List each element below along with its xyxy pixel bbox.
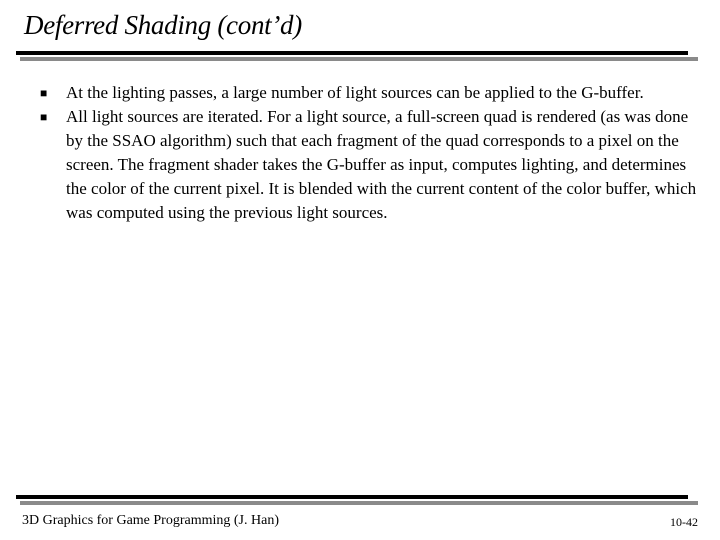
title-divider-shadow (20, 57, 698, 61)
title-divider (16, 51, 688, 55)
footer-divider-shadow (20, 501, 698, 505)
bullet-list (40, 81, 700, 225)
footer-course-title: 3D Graphics for Game Programming (J. Han) (22, 513, 279, 528)
bullet-icon: ■ (40, 110, 48, 124)
bullet-text: At the lighting passes, a large number of light sources can be applied to the G-buffer. (66, 83, 644, 102)
page-number: 10-42 (670, 515, 698, 529)
bullet-item (40, 105, 700, 225)
bullet-icon: ■ (40, 86, 48, 100)
slide-title: Deferred Shading (cont’d) (24, 10, 302, 40)
footer-divider (16, 495, 688, 499)
bullet-item (40, 81, 700, 105)
bullet-text: All light sources are iterated. For a light source, a full-screen quad is rendered (as was done by the SSAO algorithm) such that each fragment of the quad corresponds to a pixel on the screen. The fragment shader takes the G-buffer as input, computes lighting, and determines the color of the current pixel. It is blended with the current content of the color buffer, which was computed using the previous light sources. (66, 107, 697, 222)
